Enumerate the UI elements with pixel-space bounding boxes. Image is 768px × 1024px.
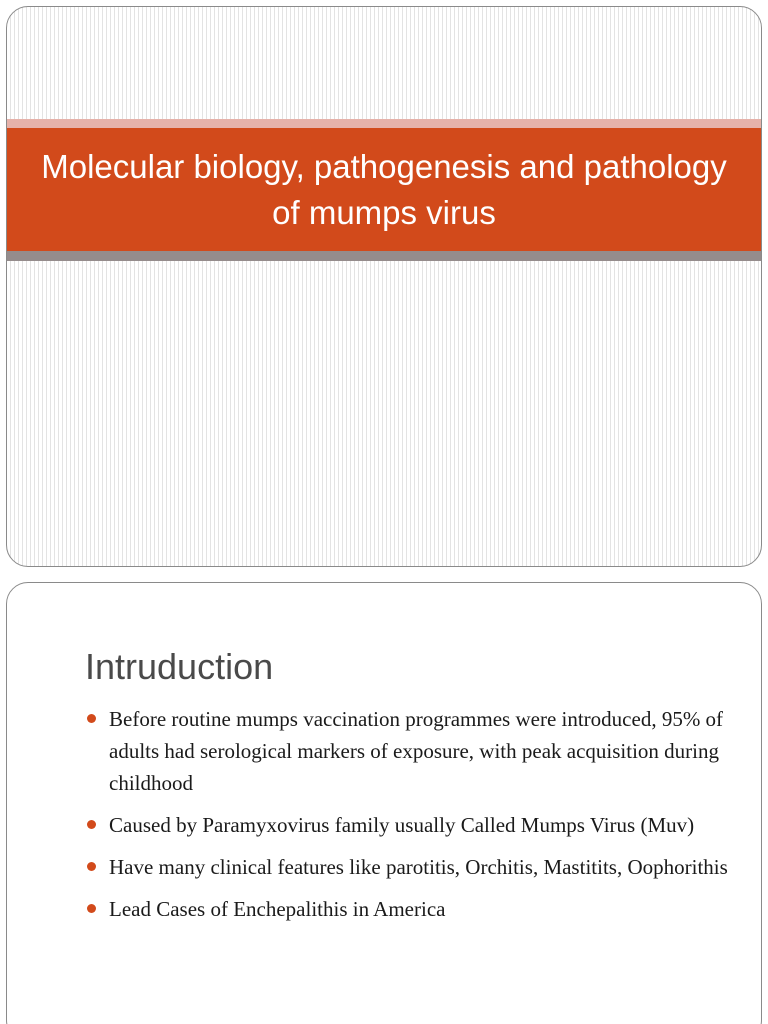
slide-heading: Intruduction xyxy=(85,646,274,687)
bullet-list xyxy=(85,703,735,935)
title-band-highlight xyxy=(7,119,761,128)
title-band-shadow xyxy=(7,251,761,261)
list-item xyxy=(85,851,735,883)
bullet-text: Before routine mumps vaccination programmes were introduced, 95% of adults had serological markers of exposure, with peak acquisition during childhood xyxy=(109,707,724,795)
slide-title: Molecular biology, pathogenesis and pathology of mumps virus xyxy=(41,147,727,231)
title-band xyxy=(7,128,761,251)
list-item xyxy=(85,809,735,841)
bullet-text: Caused by Paramyxovirus family usually Called Mumps Virus (Muv) xyxy=(109,813,695,837)
bullet-icon xyxy=(87,904,96,913)
bullet-icon xyxy=(87,862,96,871)
bullet-icon xyxy=(87,714,96,723)
title-slide xyxy=(6,6,762,567)
intro-slide xyxy=(6,582,762,1024)
list-item xyxy=(85,893,735,925)
list-item xyxy=(85,703,735,799)
bullet-text: Have many clinical features like parotitis, Orchitis, Mastitits, Oophorithis xyxy=(109,855,728,879)
bullet-text: Lead Cases of Enchepalithis in America xyxy=(109,897,446,921)
bullet-icon xyxy=(87,820,96,829)
